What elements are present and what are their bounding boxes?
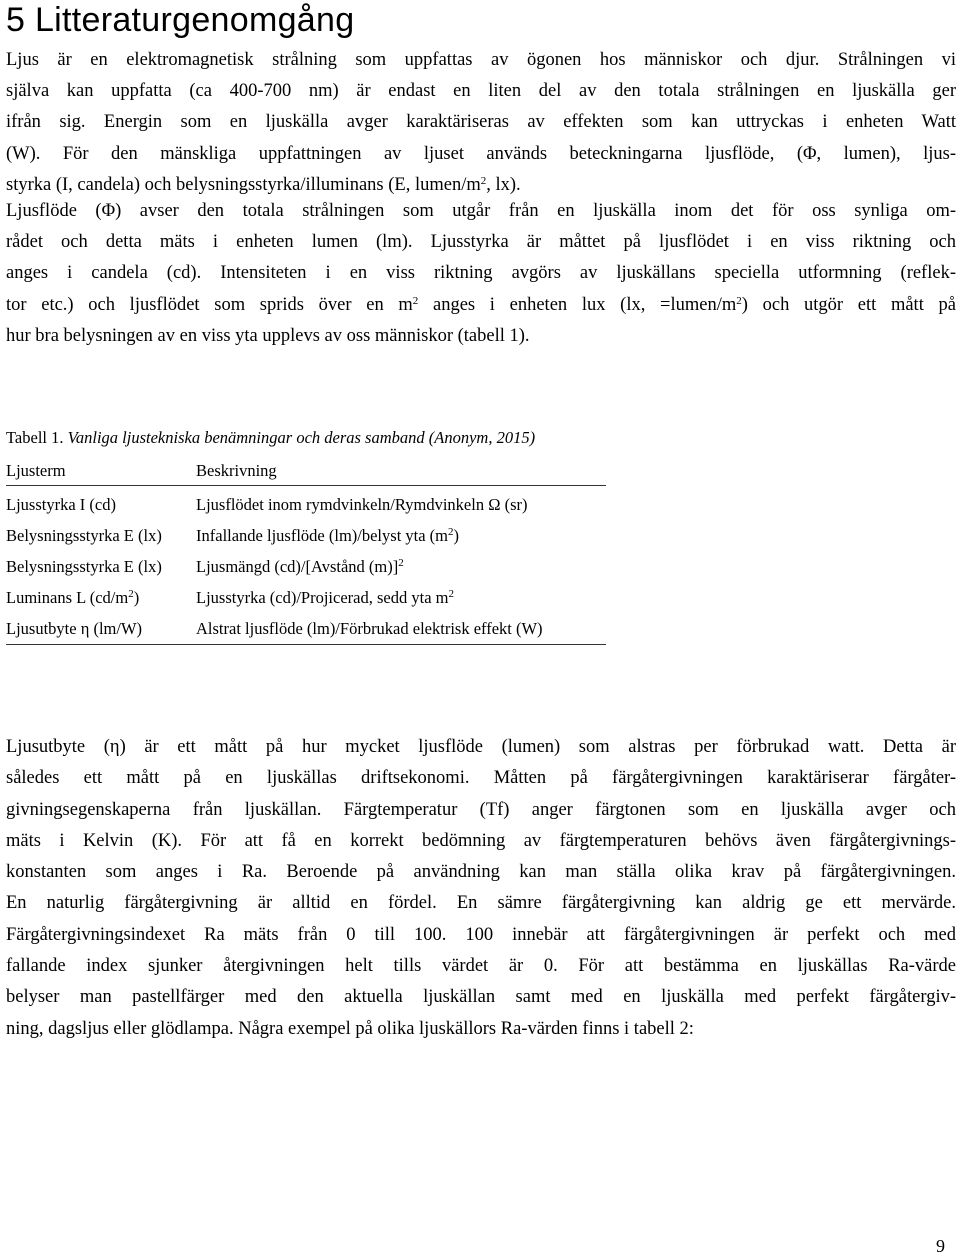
- cell-term: Luminans L $(cd/m^2)$: [6, 588, 140, 607]
- cell-term: Belysningsstyrka E (lx): [6, 557, 162, 576]
- text-line: själva kan uppfatta (ca 400-700 nm) är endast en liten del av den totala strålningen en ljuskälla ger: [6, 81, 956, 102]
- text-line: styrka (I, candela) och belysningsstyrka/illuminans (E, lumen/$m^2$, lx).: [6, 174, 521, 195]
- section-heading: 5 Litteraturgenomgång: [6, 1, 355, 39]
- text-line: således ett mått på en ljuskällas driftsekonomi. Måtten på färgåtergivningen karaktäriserar färgåter-: [6, 768, 956, 789]
- text-line: Ljus är en elektromagnetisk strålning som uppfattas av ögonen hos människor och djur. Strålningen vi: [6, 50, 956, 70]
- cell-description: Alstrat ljusflöde (lm)/Förbrukad elektrisk effekt (W): [196, 619, 543, 638]
- text-line: belyser man pastellfärger med den aktuella ljuskällan samt med en ljuskälla med perfekt färgåtergiv-: [6, 987, 956, 1008]
- header-term: Ljusterm: [6, 461, 66, 480]
- text-line: rådet och detta mäts i enheten lumen (lm). Ljusstyrka är måttet på ljusflödet i en viss riktning och: [6, 232, 956, 253]
- table-row: [6, 551, 606, 582]
- text-line: En naturlig färgåtergivning är alltid en fördel. En sämre färgåtergivning kan aldrig ge ett mervärde.: [6, 893, 956, 914]
- cell-description: Ljusstyrka (cd)/Projicerad, sedd yta $m^2$: [196, 588, 454, 607]
- text-line: ning, dagsljus eller glödlampa. Några exempel på olika ljuskällors Ra-värden finns i tabell 2:: [6, 1018, 694, 1039]
- text-line: Ljusutbyte (η) är ett mått på hur mycket ljusflöde (lumen) som alstras per förbrukad watt. Detta är: [6, 737, 956, 757]
- header-description: Beskrivning: [196, 461, 277, 480]
- paragraph-luminous-flux: [6, 196, 956, 352]
- cell-description: Ljusmängd (cd)/[Avstånd (m)]$^2$: [196, 557, 404, 576]
- text-line: Färgåtergivningsindexet Ra mäts från 0 till 100. 100 innebär att färgåtergivningen är perfekt och med: [6, 924, 956, 945]
- paragraph-intro: [6, 45, 956, 201]
- table-caption-label: Tabell 1.: [6, 428, 68, 447]
- text-line: tor etc.) och ljusflödet som sprids över en $m^2$ anges i enheten lux (lx, $=lumen/m^2$) och utgör ett mått på: [6, 294, 956, 315]
- page-number: 9: [936, 1236, 945, 1256]
- text-line: konstanten som anges i Ra. Beroende på användning kan man ställa olika krav på färgåtergivningen.: [6, 862, 956, 883]
- table-row: [6, 582, 606, 613]
- text-line: (W). För den mänskliga uppfattningen av ljuset används beteckningarna ljusflöde, (Φ, lumen), ljus-: [6, 143, 956, 164]
- table-caption-title: Vanliga ljustekniska benämningar och deras samband (Anonym, 2015): [67, 428, 536, 447]
- table-caption: [6, 428, 535, 448]
- table-row: [6, 520, 606, 551]
- cell-term: Ljusstyrka I (cd): [6, 495, 116, 514]
- text-line: fallande index sjunker återgivningen helt tills värdet är 0. För att bestämma en ljuskällas Ra-värde: [6, 956, 956, 977]
- cell-description: Ljusflödet inom rymdvinkeln/Rymdvinkeln Ω (sr): [196, 495, 528, 514]
- table-row: [6, 613, 606, 645]
- text-line: anges i candela (cd). Intensiteten i en viss riktning avgörs av ljuskällans speciella utformning (reflek-: [6, 263, 956, 284]
- text-line: hur bra belysningen av en viss yta upplevs av oss människor (tabell 1).: [6, 325, 530, 346]
- text-line: Ljusflöde (Φ) avser den totala strålningen som utgår från en ljuskälla inom det för oss synliga om-: [6, 201, 956, 221]
- cell-term: Belysningsstyrka E (lx): [6, 526, 162, 545]
- cell-term: Ljusutbyte η (lm/W): [6, 619, 143, 638]
- table-header-row: [6, 455, 606, 486]
- text-line: ifrån sig. Energin som en ljuskälla avger karaktäriseras av effekten som kan uttryckas i enheten Watt: [6, 112, 956, 133]
- cell-description: Infallande ljusflöde (lm)/belyst yta $(m^2)$: [196, 526, 460, 545]
- text-line: mäts i Kelvin (K). För att få en korrekt bedömning av färgtemperaturen behövs även färgåtergivnings-: [6, 830, 956, 851]
- table-row: [6, 489, 606, 520]
- text-line: givningsegenskaperna från ljuskällan. Färgtemperatur (Tf) anger färgtonen som en ljuskälla avger och: [6, 799, 956, 820]
- paragraph-luminous-efficacy: [6, 732, 956, 1045]
- lighting-terms-table: [6, 455, 606, 645]
